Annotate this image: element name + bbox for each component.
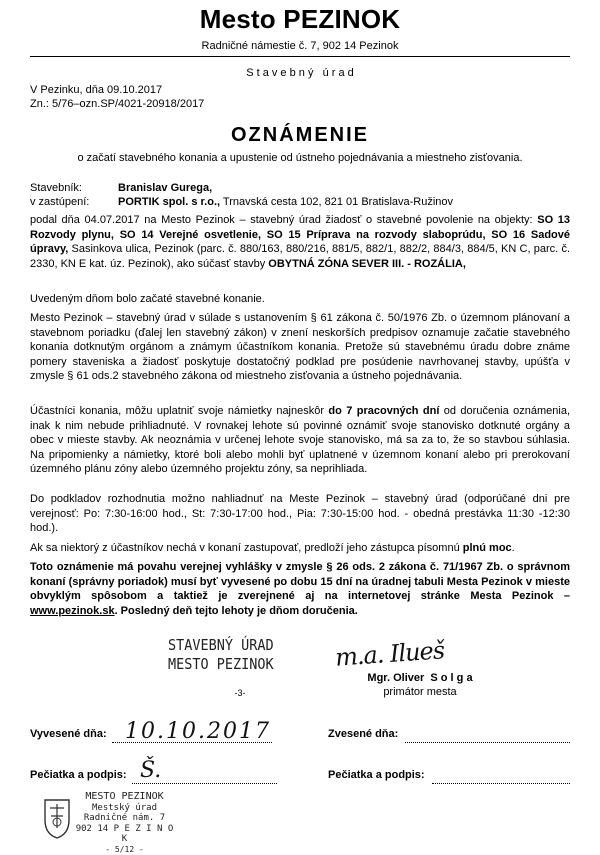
header-rule <box>30 56 570 57</box>
town-name: PEZINOK <box>283 4 400 34</box>
posted-label: Vyvesené dňa: <box>30 728 107 740</box>
builder-label: Stavebník: <box>30 182 82 194</box>
round-stamp-line2: Mestský úrad <box>72 803 177 814</box>
paragraph-legal: Mesto Pezinok – stavebný úrad v súlade s ustanovením § 61 zákona č. 50/1976 Zb. o územnom plánovaní a stavebnom poriadku (ďalej len stavebný zákon) v znení neskorších predpisov oznamuje začatie stavebného konania dotknutým orgánom a známym účastníkom konania. Pretože sú stavebnému úradu dobre známe pomery staveniska a žiadosť poskytuje dostatočný podklad pre posúdenie navrhovanej stavby, upúšťa v zmysle § 61 ods.2 stavebného zákona od miestneho zisťovania a ústneho pojednávania. <box>30 311 570 384</box>
paragraph-start: Uvedeným dňom bolo začaté stavebné konanie. <box>30 292 570 307</box>
office-stamp <box>168 636 303 674</box>
paragraph-objections <box>30 404 570 477</box>
signatory-role: primátor mesta <box>330 686 510 698</box>
document-title: OZNÁMENIE <box>0 124 600 147</box>
removed-label: Zvesené dňa: <box>328 728 398 740</box>
stamp-label-left: Pečiatka a podpis: <box>30 769 127 781</box>
town-title <box>0 4 600 35</box>
notice-end: . Posledný deň tejto lehoty je dňom doručenia. <box>115 605 358 617</box>
objections-deadline: do 7 pracovných dní <box>328 405 439 417</box>
office-stamp-line2: MESTO PEZINOK <box>168 655 303 674</box>
representative <box>118 196 453 208</box>
paragraph-hours: Do podkladov rozhodnutia možno nahliadnuť na Meste Pezinok – stavebný úrad (odporúčané dni pre verejnosť: Po: 7:30-16:00 hod., St: 7:30-17:00 hod., Pia: 7:30-15:00 hod. - obedná prestávka 11:30 -12:30 hod.). <box>30 492 570 536</box>
website-link[interactable]: www.pezinok.sk <box>30 605 115 617</box>
representative-name: PORTIK spol. s r.o., <box>118 196 220 208</box>
paragraph-representation <box>30 541 570 556</box>
objections-rest: od doručenia oznámenia, inak k nim nebude prihliadnuté. V rovnakej lehote sú povinné oznámiť svoje stanovisko dotknuté orgány a obec v mieste stavby. Ak neoznámia v určenej lehote svoje stanovisko, má sa za to, že so stavbou súhlasia. Na pripomienky a námietky, ktoré boli alebo mohli byť uplatnené v územnom konaní alebo pri prerokovaní územného plánu zóny alebo územného projektu zóny, sa neprihliada. <box>30 405 570 475</box>
stamp-label-right: Pečiatka a podpis: <box>328 769 425 781</box>
objections-text: Účastníci konania, môžu uplatniť svoje námietky najneskôr <box>30 405 328 417</box>
signatory-name: Mgr. Oliver S o l g a <box>330 672 510 684</box>
representative-label: v zastúpení: <box>30 196 89 208</box>
request-parcels: Sasinkova ulica, Pezinok (parc. č. 880/163, 880/216, 881/5, 882/1, 882/2, 884/3, 884/5, KN C, parc. č. 2330, KN E kat. úz. Pezinok), ako súčasť stavby <box>30 243 570 270</box>
office-stamp-line1: STAVEBNÝ ÚRAD <box>168 636 303 655</box>
request-objects: SO 13 Rozvody plynu, SO 14 Verejné osvetlenie, SO 15 Príprava na rozvody slaboprúdu, SO 16 Sadové úpravy, <box>30 214 570 255</box>
removed-line <box>405 741 570 743</box>
representation-text: Ak sa niektorý z účastníkov nechá v konaní zastupovať, predloží jeho zástupca písomnú <box>30 542 463 554</box>
round-stamp-line5: - 5/12 - <box>72 845 177 855</box>
town-prefix: Mesto <box>200 4 284 34</box>
notice-text: Toto oznámenie má povahu verejnej vyhlášky v zmysle § 26 ods. 2 zákona č. 71/1967 Zb. o správnom konaní (správny poriadok) musí byť vyvesené po dobu 15 dní na úradnej tabuli Mesta Pezinok v mieste obvyklým spôsobom a taktiež je zverejnené aj na internetovej stránke Mesta Pezinok – <box>30 561 570 602</box>
request-project: OBYTNÁ ZÓNA SEVER III. - ROZÁLIA, <box>268 258 466 270</box>
paragraph-public-notice <box>30 560 570 618</box>
signature-scrawl: m.a. Ilueš <box>334 636 445 672</box>
representative-address: Trnavská cesta 102, 821 01 Bratislava-Ružinov <box>220 196 453 208</box>
date-line: V Pezinku, dňa 09.10.2017 <box>30 84 162 96</box>
posted-date: 10.10.2017 <box>125 719 271 744</box>
round-stamp-line4: 902 14 P E Z I N O K <box>72 824 177 845</box>
round-stamp-line3: Radničné nám. 7 <box>72 813 177 824</box>
stamp-scrawl: Š. <box>140 758 161 783</box>
representation-end: . <box>512 542 515 554</box>
document-subtitle: o začatí stavebného konania a upustenie od ústneho pojednávania a miestneho zisťovania. <box>0 152 600 164</box>
representation-poa: plnú moc <box>463 542 512 554</box>
office-name: S t a v e b n ý ú r a d <box>0 67 600 79</box>
reference-number: Zn.: 5/76–ozn.SP/4021-20918/2017 <box>30 98 204 110</box>
town-address: Radničné námestie č. 7, 902 14 Pezinok <box>0 40 600 52</box>
builder-name: Branislav Gurega, <box>118 182 212 194</box>
paragraph-request <box>30 213 570 271</box>
stamp-line-right <box>432 782 570 784</box>
stamp-number: -3- <box>220 688 260 698</box>
round-stamp-line1: MESTO PEZINOK <box>72 792 177 803</box>
municipal-stamp <box>40 790 180 848</box>
request-text: podal dňa 04.07.2017 na Mesto Pezinok – stavebný úrad žiadosť o stavebné povolenie na objekty: <box>30 214 537 226</box>
coat-of-arms-icon <box>42 796 72 840</box>
